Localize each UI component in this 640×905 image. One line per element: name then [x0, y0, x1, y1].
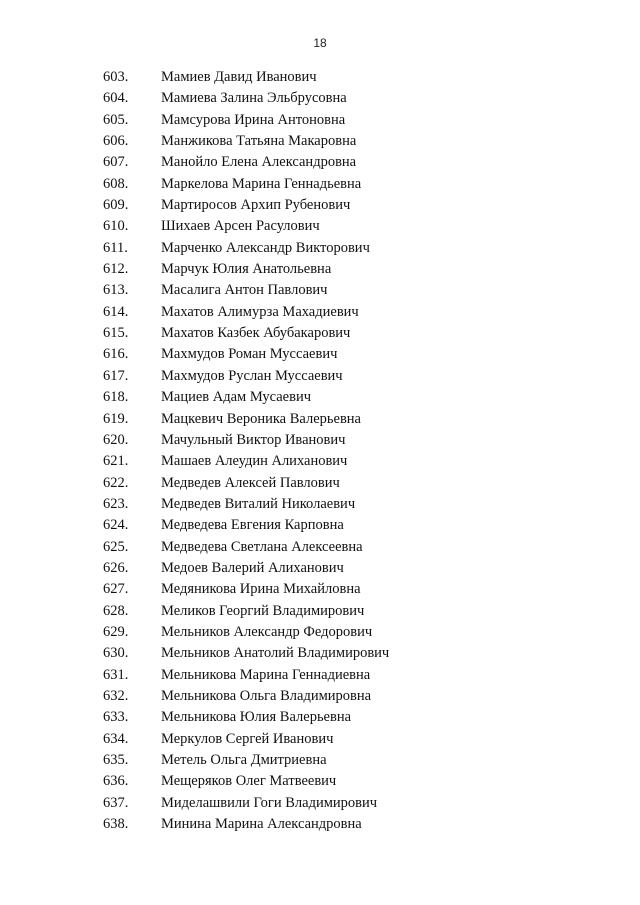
entry-number: 625. [103, 538, 129, 555]
entry-name: Медведева Евгения Карповна [161, 517, 344, 534]
name-list [0, 67, 640, 835]
entry-number: 617. [103, 367, 129, 384]
entry-name: Меркулов Сергей Иванович [161, 730, 334, 747]
entry-number: 618. [103, 389, 129, 406]
list-item [0, 323, 640, 344]
list-item [0, 344, 640, 365]
entry-name: Медведева Светлана Алексеевна [161, 538, 363, 555]
entry-number: 624. [103, 517, 129, 534]
entry-name: Минина Марина Александровна [161, 816, 362, 833]
entry-name: Машаев Алеудин Алиханович [161, 453, 348, 470]
entry-number: 622. [103, 474, 129, 491]
entry-name: Медяникова Ирина Михайловна [161, 581, 361, 598]
list-item [0, 174, 640, 195]
entry-name: Маркелова Марина Геннадьевна [161, 175, 362, 192]
entry-number: 633. [103, 709, 129, 726]
entry-name: Медоев Валерий Алиханович [161, 559, 344, 576]
list-item [0, 152, 640, 173]
entry-name: Манжикова Татьяна Макаровна [161, 133, 357, 150]
entry-number: 607. [103, 154, 129, 171]
entry-name: Марченко Александр Викторович [161, 239, 370, 256]
entry-number: 635. [103, 752, 129, 768]
list-item [0, 473, 640, 494]
entry-number: 621. [103, 453, 129, 470]
entry-number: 619. [103, 410, 129, 427]
entry-number: 608. [103, 175, 129, 192]
entry-name: Мельникова Марина Геннадиевна [161, 666, 371, 683]
entry-number: 637. [103, 794, 129, 811]
list-item [0, 729, 640, 750]
entry-number: 609. [103, 197, 129, 214]
entry-number: 634. [103, 730, 129, 747]
entry-name: Махатов Алимурза Махадиевич [161, 303, 359, 320]
list-item [0, 302, 640, 323]
entry-name: Мамсурова Ирина Антоновна [161, 111, 346, 128]
list-item [0, 430, 640, 451]
list-item [0, 558, 640, 579]
entry-name: Махмудов Роман Муссаевич [161, 346, 338, 363]
list-item [0, 259, 640, 280]
entry-name: Мартиросов Архип Рубенович [161, 197, 351, 214]
entry-number: 638. [103, 816, 129, 833]
entry-number: 606. [103, 133, 129, 150]
list-item [0, 280, 640, 301]
entry-number: 610. [103, 218, 129, 235]
list-item [0, 216, 640, 237]
entry-number: 628. [103, 602, 129, 619]
entry-name: Мацкевич Вероника Валерьевна [161, 410, 361, 427]
entry-name: Метель Ольга Дмитриевна [161, 752, 327, 768]
entry-number: 630. [103, 645, 129, 662]
entry-number: 620. [103, 431, 129, 448]
page-number: 18 [313, 36, 327, 50]
entry-name: Мамиев Давид Иванович [161, 69, 317, 85]
list-item [0, 88, 640, 109]
entry-number: 631. [103, 666, 129, 683]
list-item [0, 409, 640, 430]
list-item [0, 579, 640, 600]
entry-number: 616. [103, 346, 129, 363]
list-item [0, 707, 640, 728]
entry-name: Мещеряков Олег Матвеевич [161, 773, 337, 790]
list-item [0, 515, 640, 536]
entry-name: Махатов Казбек Абубакарович [161, 325, 351, 342]
entry-number: 612. [103, 261, 129, 278]
entry-name: Мельников Анатолий Владимирович [161, 645, 390, 662]
list-item [0, 814, 640, 835]
list-item [0, 387, 640, 408]
list-item [0, 131, 640, 152]
entry-number: 615. [103, 325, 129, 342]
entry-number: 623. [103, 495, 129, 512]
entry-number: 629. [103, 623, 129, 640]
entry-name: Марчук Юлия Анатольевна [161, 261, 332, 278]
list-item [0, 793, 640, 814]
list-item [0, 366, 640, 387]
entry-number: 603. [103, 69, 129, 85]
entry-name: Мачульный Виктор Иванович [161, 431, 346, 448]
list-item [0, 622, 640, 643]
entry-name: Мельникова Юлия Валерьевна [161, 709, 352, 726]
entry-name: Шихаев Арсен Расулович [161, 218, 320, 235]
list-item [0, 110, 640, 131]
entry-name: Махмудов Руслан Муссаевич [161, 367, 343, 384]
entry-name: Масалига Антон Павлович [161, 282, 328, 299]
list-item [0, 451, 640, 472]
entry-number: 632. [103, 687, 129, 704]
list-item [0, 195, 640, 216]
list-item [0, 601, 640, 622]
entry-number: 604. [103, 90, 129, 107]
entry-number: 626. [103, 559, 129, 576]
entry-name: Мациев Адам Мусаевич [161, 389, 312, 406]
entry-number: 636. [103, 773, 129, 790]
entry-number: 613. [103, 282, 129, 299]
list-item [0, 238, 640, 259]
entry-name: Мельникова Ольга Владимировна [161, 687, 372, 704]
entry-name: Манойло Елена Александровна [161, 154, 357, 171]
entry-number: 627. [103, 581, 129, 598]
list-item [0, 67, 640, 88]
list-item [0, 750, 640, 771]
entry-number: 611. [103, 239, 128, 256]
entry-name: Медведев Алексей Павлович [161, 474, 340, 491]
entry-name: Мамиева Залина Эльбрусовна [161, 90, 347, 107]
list-item [0, 537, 640, 558]
entry-name: Медведев Виталий Николаевич [161, 495, 356, 512]
entry-name: Миделашвили Гоги Владимирович [161, 794, 378, 811]
list-item [0, 771, 640, 792]
entry-name: Меликов Георгий Владимирович [161, 602, 365, 619]
entry-number: 614. [103, 303, 129, 320]
list-item [0, 686, 640, 707]
entry-number: 605. [103, 111, 129, 128]
list-item [0, 643, 640, 664]
list-item [0, 494, 640, 515]
entry-name: Мельников Александр Федорович [161, 623, 373, 640]
list-item [0, 665, 640, 686]
